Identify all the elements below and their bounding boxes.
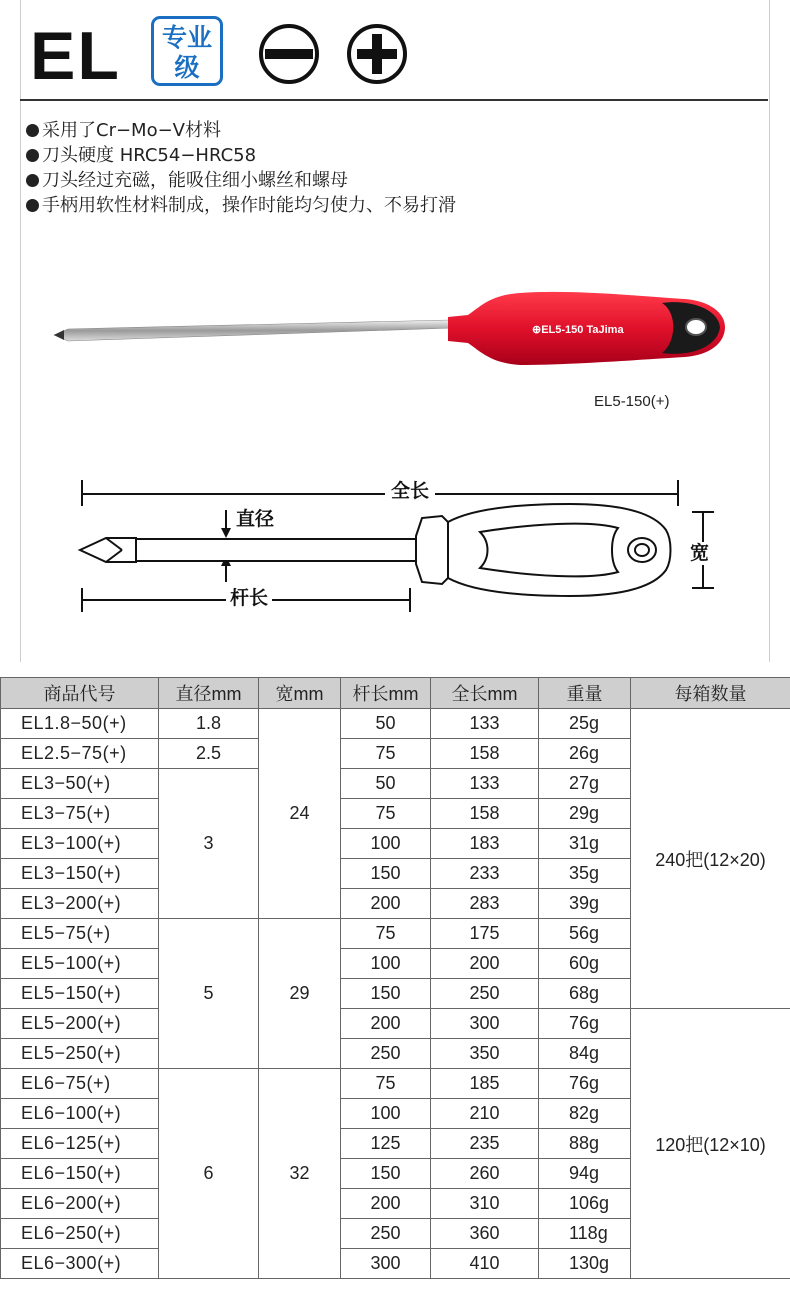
table-cell: 26g xyxy=(539,739,631,769)
header-diameter: 直径mm xyxy=(159,678,259,709)
merged-diameter-3: 3 xyxy=(159,769,259,919)
series-logo: EL xyxy=(30,18,121,94)
table-cell: 29g xyxy=(539,799,631,829)
table-cell: EL6−125(+) xyxy=(1,1129,159,1159)
table-cell: EL5−200(+) xyxy=(1,1009,159,1039)
table-cell: 158 xyxy=(431,799,539,829)
table-cell: EL6−75(+) xyxy=(1,1069,159,1099)
table-cell: 39g xyxy=(539,889,631,919)
feature-item: 刀头经过充磁，能吸住细小螺丝和螺母 xyxy=(26,168,456,193)
table-cell: 200 xyxy=(431,949,539,979)
table-cell: 94g xyxy=(539,1159,631,1189)
table-cell: EL6−300(+) xyxy=(1,1249,159,1279)
table-cell: EL3−100(+) xyxy=(1,829,159,859)
table-cell: 50 xyxy=(341,769,431,799)
spec-table xyxy=(0,677,790,1279)
table-cell: 75 xyxy=(341,739,431,769)
table-cell: EL3−75(+) xyxy=(1,799,159,829)
table-cell: 133 xyxy=(431,709,539,739)
table-cell: 158 xyxy=(431,739,539,769)
merged-width-32: 32 xyxy=(259,1069,341,1279)
bullet-icon xyxy=(26,199,39,212)
table-cell: 150 xyxy=(341,979,431,1009)
table-row xyxy=(1,709,790,739)
merged-diameter-6: 6 xyxy=(159,1069,259,1279)
table-header-row xyxy=(1,678,790,709)
table-cell: 300 xyxy=(341,1249,431,1279)
bullet-icon xyxy=(26,174,39,187)
table-cell: EL5−100(+) xyxy=(1,949,159,979)
table-cell: 75 xyxy=(341,1069,431,1099)
header-shaft-length: 杆长mm xyxy=(341,678,431,709)
table-cell: 27g xyxy=(539,769,631,799)
table-cell: EL2.5−75(+) xyxy=(1,739,159,769)
table-cell: 235 xyxy=(431,1129,539,1159)
shaft-length-label: 杆长 xyxy=(226,589,272,608)
table-cell: 410 xyxy=(431,1249,539,1279)
merged-box-120: 120把(12×10) xyxy=(631,1009,790,1279)
header-width: 宽mm xyxy=(259,678,341,709)
table-cell: EL3−50(+) xyxy=(1,769,159,799)
table-cell: 233 xyxy=(431,859,539,889)
photo-caption: EL5-150(+) xyxy=(594,393,670,410)
table-cell: 183 xyxy=(431,829,539,859)
table-cell: 118g xyxy=(539,1219,631,1249)
table-cell: 185 xyxy=(431,1069,539,1099)
table-cell: 100 xyxy=(341,829,431,859)
table-cell: 100 xyxy=(341,1099,431,1129)
table-cell: 88g xyxy=(539,1129,631,1159)
feature-item: 刀头硬度 HRC54−HRC58 xyxy=(26,143,456,168)
table-cell: 56g xyxy=(539,919,631,949)
table-cell: EL6−100(+) xyxy=(1,1099,159,1129)
phillips-tip-icon xyxy=(345,22,409,86)
table-cell: EL6−250(+) xyxy=(1,1219,159,1249)
table-cell: 133 xyxy=(431,769,539,799)
table-cell: 250 xyxy=(431,979,539,1009)
badge-line-2: 级 xyxy=(174,53,200,82)
table-cell: 200 xyxy=(341,1009,431,1039)
table-cell: 25g xyxy=(539,709,631,739)
feature-list xyxy=(26,118,456,218)
feature-item: 手柄用软性材料制成，操作时能均匀使力、不易打滑 xyxy=(26,193,456,218)
table-cell: 75 xyxy=(341,919,431,949)
merged-width-29: 29 xyxy=(259,919,341,1069)
width-label: 宽 xyxy=(690,542,710,564)
table-cell: EL5−150(+) xyxy=(1,979,159,1009)
table-cell: 250 xyxy=(341,1219,431,1249)
table-cell: 76g xyxy=(539,1009,631,1039)
header-divider xyxy=(20,99,768,101)
table-cell: 60g xyxy=(539,949,631,979)
table-cell: 210 xyxy=(431,1099,539,1129)
table-cell: EL5−250(+) xyxy=(1,1039,159,1069)
table-cell: EL1.8−50(+) xyxy=(1,709,159,739)
merged-box-240: 240把(12×20) xyxy=(631,709,790,1009)
bullet-icon xyxy=(26,124,39,137)
table-cell: 283 xyxy=(431,889,539,919)
table-cell: 300 xyxy=(431,1009,539,1039)
merged-diameter-5: 5 xyxy=(159,919,259,1069)
slotted-tip-icon xyxy=(257,22,321,86)
table-cell: EL6−200(+) xyxy=(1,1189,159,1219)
table-cell: 82g xyxy=(539,1099,631,1129)
table-cell: 360 xyxy=(431,1219,539,1249)
table-cell: 76g xyxy=(539,1069,631,1099)
screwdriver-photo xyxy=(50,285,730,385)
table-cell: EL6−150(+) xyxy=(1,1159,159,1189)
table-cell: 310 xyxy=(431,1189,539,1219)
table-cell: 35g xyxy=(539,859,631,889)
table-cell: 175 xyxy=(431,919,539,949)
table-cell: 68g xyxy=(539,979,631,1009)
badge-line-1: 专业 xyxy=(161,23,212,52)
diameter-label: 直径 xyxy=(236,508,275,530)
table-cell: EL3−150(+) xyxy=(1,859,159,889)
merged-width-24: 24 xyxy=(259,709,341,919)
table-cell: 150 xyxy=(341,859,431,889)
bullet-icon xyxy=(26,149,39,162)
table-cell: 31g xyxy=(539,829,631,859)
table-cell: 150 xyxy=(341,1159,431,1189)
table-cell: EL5−75(+) xyxy=(1,919,159,949)
table-cell: 200 xyxy=(341,889,431,919)
table-cell: 250 xyxy=(341,1039,431,1069)
header-code: 商品代号 xyxy=(1,678,159,709)
table-cell: 1.8 xyxy=(159,709,259,739)
table-row xyxy=(1,1009,790,1039)
header-weight: 重量 xyxy=(539,678,631,709)
handle-label: ⊕EL5-150 TaJima xyxy=(532,324,624,336)
feature-item: 采用了Cr−Mo−V材料 xyxy=(26,118,456,143)
table-cell: 50 xyxy=(341,709,431,739)
table-cell: 106g xyxy=(539,1189,631,1219)
table-cell: EL3−200(+) xyxy=(1,889,159,919)
table-cell: 130g xyxy=(539,1249,631,1279)
table-cell: 125 xyxy=(341,1129,431,1159)
table-cell: 200 xyxy=(341,1189,431,1219)
header-total-length: 全长mm xyxy=(431,678,539,709)
table-cell: 260 xyxy=(431,1159,539,1189)
professional-grade-badge xyxy=(151,16,223,86)
table-cell: 75 xyxy=(341,799,431,829)
table-cell: 350 xyxy=(431,1039,539,1069)
table-cell: 2.5 xyxy=(159,739,259,769)
total-length-label: 全长 xyxy=(385,482,435,501)
table-cell: 100 xyxy=(341,949,431,979)
header-box-quantity: 每箱数量 xyxy=(631,678,790,709)
table-cell: 84g xyxy=(539,1039,631,1069)
